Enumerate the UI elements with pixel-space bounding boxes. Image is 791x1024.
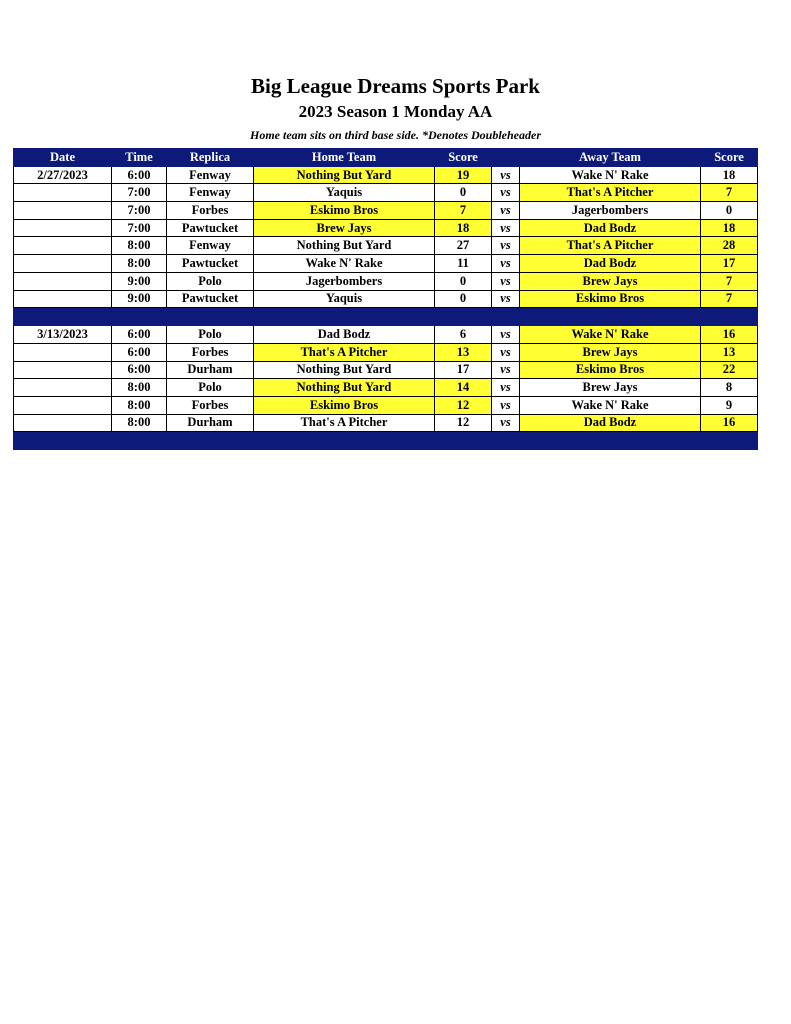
away-team-cell: Dad Bodz xyxy=(520,255,701,273)
separator-cell xyxy=(492,308,520,326)
home-score-cell: 7 xyxy=(435,202,492,220)
time-cell: 9:00 xyxy=(112,272,167,290)
home-score-cell: 12 xyxy=(435,396,492,414)
vs-cell: vs xyxy=(492,202,520,220)
home-team-cell: Wake N' Rake xyxy=(254,255,435,273)
away-team-cell: Eskimo Bros xyxy=(520,361,701,379)
vs-cell: vs xyxy=(492,361,520,379)
page-title: Big League Dreams Sports Park xyxy=(251,74,540,98)
date-cell xyxy=(14,202,112,220)
date-cell xyxy=(14,414,112,432)
separator-cell xyxy=(254,308,435,326)
table-row xyxy=(14,184,758,202)
separator-cell xyxy=(435,432,492,450)
date-cell: 3/13/2023 xyxy=(14,326,112,344)
week-separator-row xyxy=(14,432,758,450)
away-score-cell: 17 xyxy=(701,255,758,273)
away-team-cell: Wake N' Rake xyxy=(520,166,701,184)
home-team-cell: Yaquis xyxy=(254,184,435,202)
page-subtitle: 2023 Season 1 Monday AA xyxy=(298,102,493,121)
week-separator-row xyxy=(14,308,758,326)
date-cell xyxy=(14,237,112,255)
date-cell xyxy=(14,255,112,273)
table-row xyxy=(14,396,758,414)
home-score-cell: 19 xyxy=(435,166,492,184)
away-score-cell: 7 xyxy=(701,290,758,308)
home-team-cell: Nothing But Yard xyxy=(254,166,435,184)
away-score-cell: 22 xyxy=(701,361,758,379)
home-team-cell: Jagerbombers xyxy=(254,272,435,290)
vs-cell: vs xyxy=(492,219,520,237)
home-score-cell: 11 xyxy=(435,255,492,273)
vs-cell: vs xyxy=(492,326,520,344)
col-header-time: Time xyxy=(112,149,167,167)
home-team-cell: Yaquis xyxy=(254,290,435,308)
separator-cell xyxy=(254,432,435,450)
away-score-cell: 7 xyxy=(701,184,758,202)
away-team-cell: Dad Bodz xyxy=(520,414,701,432)
date-cell xyxy=(14,361,112,379)
schedule-table xyxy=(13,148,758,450)
table-row xyxy=(14,202,758,220)
home-team-cell: Eskimo Bros xyxy=(254,396,435,414)
time-cell: 8:00 xyxy=(112,255,167,273)
table-row xyxy=(14,361,758,379)
away-score-cell: 7 xyxy=(701,272,758,290)
home-score-cell: 0 xyxy=(435,290,492,308)
date-cell: 2/27/2023 xyxy=(14,166,112,184)
time-cell: 6:00 xyxy=(112,361,167,379)
separator-cell xyxy=(112,308,167,326)
table-row xyxy=(14,255,758,273)
table-row xyxy=(14,290,758,308)
home-team-cell: Eskimo Bros xyxy=(254,202,435,220)
header-row xyxy=(14,149,758,167)
vs-cell: vs xyxy=(492,343,520,361)
away-score-cell: 18 xyxy=(701,219,758,237)
away-team-cell: Wake N' Rake xyxy=(520,326,701,344)
time-cell: 8:00 xyxy=(112,414,167,432)
separator-cell xyxy=(14,308,112,326)
vs-cell: vs xyxy=(492,272,520,290)
away-score-cell: 16 xyxy=(701,414,758,432)
replica-cell: Polo xyxy=(167,379,254,397)
replica-cell: Forbes xyxy=(167,202,254,220)
home-score-cell: 14 xyxy=(435,379,492,397)
table-row xyxy=(14,237,758,255)
separator-cell xyxy=(492,432,520,450)
date-cell xyxy=(14,396,112,414)
replica-cell: Pawtucket xyxy=(167,290,254,308)
col-header-replica: Replica xyxy=(167,149,254,167)
home-score-cell: 0 xyxy=(435,184,492,202)
date-cell xyxy=(14,379,112,397)
away-team-cell: Jagerbombers xyxy=(520,202,701,220)
home-team-cell: Nothing But Yard xyxy=(254,237,435,255)
away-score-cell: 18 xyxy=(701,166,758,184)
col-header-vs xyxy=(492,149,520,167)
separator-cell xyxy=(520,308,701,326)
home-score-cell: 6 xyxy=(435,326,492,344)
time-cell: 6:00 xyxy=(112,166,167,184)
col-header-away-team: Away Team xyxy=(520,149,701,167)
time-cell: 8:00 xyxy=(112,237,167,255)
home-score-cell: 13 xyxy=(435,343,492,361)
table-row xyxy=(14,326,758,344)
table-row xyxy=(14,166,758,184)
table-row xyxy=(14,379,758,397)
date-cell xyxy=(14,219,112,237)
home-score-cell: 12 xyxy=(435,414,492,432)
replica-cell: Polo xyxy=(167,272,254,290)
vs-cell: vs xyxy=(492,255,520,273)
away-score-cell: 0 xyxy=(701,202,758,220)
away-team-cell: That's A Pitcher xyxy=(520,237,701,255)
time-cell: 7:00 xyxy=(112,219,167,237)
home-team-cell: Nothing But Yard xyxy=(254,379,435,397)
replica-cell: Pawtucket xyxy=(167,255,254,273)
home-team-cell: That's A Pitcher xyxy=(254,414,435,432)
away-team-cell: Eskimo Bros xyxy=(520,290,701,308)
away-team-cell: Brew Jays xyxy=(520,379,701,397)
away-score-cell: 13 xyxy=(701,343,758,361)
away-team-cell: Brew Jays xyxy=(520,343,701,361)
replica-cell: Forbes xyxy=(167,343,254,361)
away-score-cell: 9 xyxy=(701,396,758,414)
replica-cell: Durham xyxy=(167,414,254,432)
home-score-cell: 18 xyxy=(435,219,492,237)
separator-cell xyxy=(167,432,254,450)
away-score-cell: 8 xyxy=(701,379,758,397)
vs-cell: vs xyxy=(492,379,520,397)
away-team-cell: Dad Bodz xyxy=(520,219,701,237)
separator-cell xyxy=(701,432,758,450)
home-team-cell: Brew Jays xyxy=(254,219,435,237)
separator-cell xyxy=(14,432,112,450)
col-header-away-score: Score xyxy=(701,149,758,167)
away-team-cell: That's A Pitcher xyxy=(520,184,701,202)
vs-cell: vs xyxy=(492,414,520,432)
replica-cell: Fenway xyxy=(167,237,254,255)
home-score-cell: 17 xyxy=(435,361,492,379)
page-note: Home team sits on third base side. *Denotes Doubleheader xyxy=(250,128,541,142)
away-team-cell: Brew Jays xyxy=(520,272,701,290)
time-cell: 6:00 xyxy=(112,343,167,361)
home-team-cell: That's A Pitcher xyxy=(254,343,435,361)
replica-cell: Fenway xyxy=(167,184,254,202)
date-cell xyxy=(14,290,112,308)
vs-cell: vs xyxy=(492,396,520,414)
separator-cell xyxy=(520,432,701,450)
vs-cell: vs xyxy=(492,184,520,202)
away-score-cell: 28 xyxy=(701,237,758,255)
table-row xyxy=(14,414,758,432)
col-header-home-score: Score xyxy=(435,149,492,167)
replica-cell: Durham xyxy=(167,361,254,379)
vs-cell: vs xyxy=(492,237,520,255)
home-team-cell: Nothing But Yard xyxy=(254,361,435,379)
separator-cell xyxy=(701,308,758,326)
home-score-cell: 0 xyxy=(435,272,492,290)
separator-cell xyxy=(167,308,254,326)
table-row xyxy=(14,343,758,361)
table-row xyxy=(14,219,758,237)
separator-cell xyxy=(435,308,492,326)
away-score-cell: 16 xyxy=(701,326,758,344)
vs-cell: vs xyxy=(492,290,520,308)
away-team-cell: Wake N' Rake xyxy=(520,396,701,414)
time-cell: 8:00 xyxy=(112,396,167,414)
col-header-date: Date xyxy=(14,149,112,167)
replica-cell: Pawtucket xyxy=(167,219,254,237)
date-cell xyxy=(14,272,112,290)
replica-cell: Polo xyxy=(167,326,254,344)
time-cell: 8:00 xyxy=(112,379,167,397)
time-cell: 6:00 xyxy=(112,326,167,344)
col-header-home-team: Home Team xyxy=(254,149,435,167)
separator-cell xyxy=(112,432,167,450)
table-row xyxy=(14,272,758,290)
home-team-cell: Dad Bodz xyxy=(254,326,435,344)
replica-cell: Forbes xyxy=(167,396,254,414)
date-cell xyxy=(14,184,112,202)
replica-cell: Fenway xyxy=(167,166,254,184)
schedule-body xyxy=(14,166,758,450)
time-cell: 7:00 xyxy=(112,184,167,202)
home-score-cell: 27 xyxy=(435,237,492,255)
time-cell: 9:00 xyxy=(112,290,167,308)
time-cell: 7:00 xyxy=(112,202,167,220)
date-cell xyxy=(14,343,112,361)
vs-cell: vs xyxy=(492,166,520,184)
